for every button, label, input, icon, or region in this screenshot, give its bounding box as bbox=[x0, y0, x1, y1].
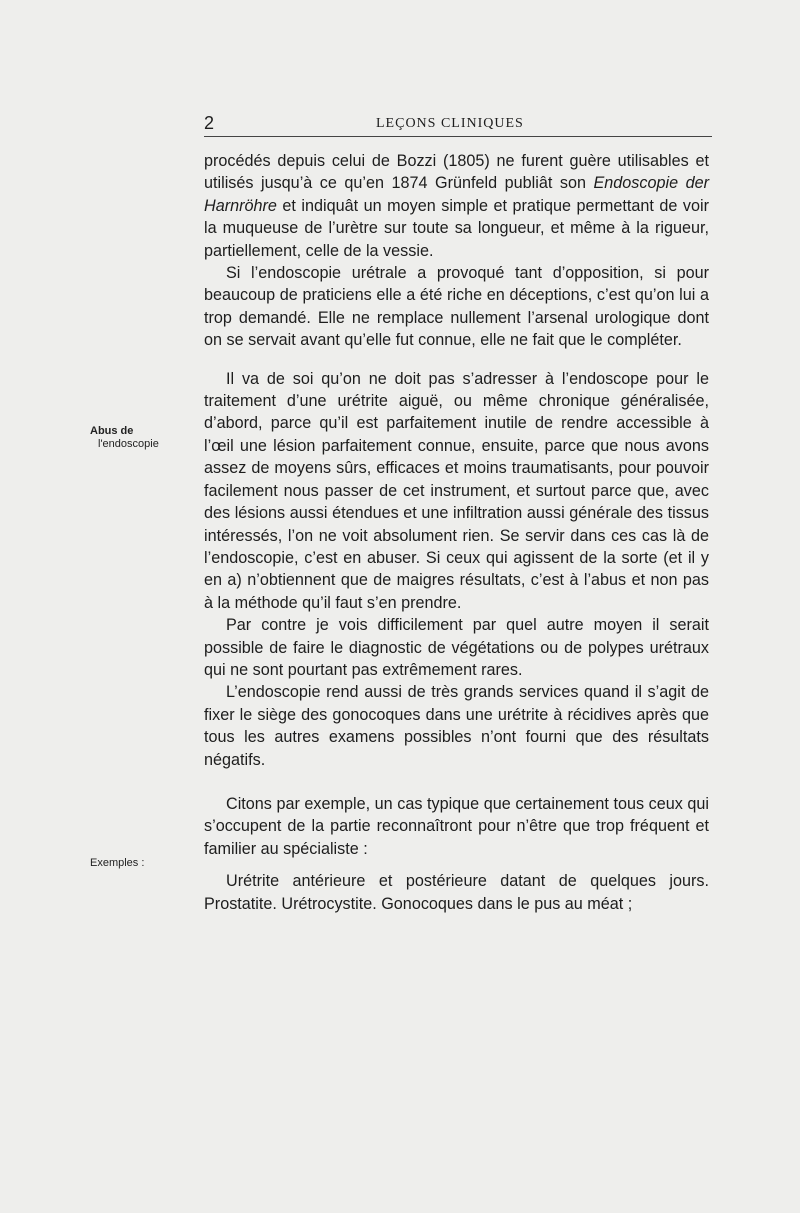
running-title: LEÇONS CLINIQUES bbox=[376, 116, 524, 131]
paragraph-2: Si l’endoscopie urétrale a provoqué tant d’opposition, si pour beaucoup de praticiens elle a été riche en déceptions, c’est qu’on lui a trop demandé. Elle ne remplace nullement l’arsenal urologique dont on se servait avant qu’elle fut connue, elle ne fait que le compléter. bbox=[204, 264, 709, 350]
paragraph-6: Citons par exemple, un cas typique que certainement tous ceux qui s’occupent de la partie reconnaîtront pour n’être que trop fréquent et familier au spécialiste : bbox=[204, 794, 709, 858]
paragraph-7: Urétrite antérieure et postérieure datant de quelques jours. Prostatite. Urétrocystite. Gonocoques dans le pus au méat ; bbox=[204, 872, 709, 913]
margin-note-abus bbox=[90, 425, 185, 451]
paragraph-5: L’endoscopie rend aussi de très grands services quand il s’agit de fixer le siège des gonocoques dans une urétrite à récidives après que tous les autres examens possibles n’ont fourni que des résultats négatifs. bbox=[204, 683, 709, 769]
paragraph-1 bbox=[204, 150, 709, 262]
margin-note-abus-line1: Abus de bbox=[90, 425, 134, 437]
body-text bbox=[204, 150, 709, 915]
book-title-italic: Endoscopie der Harnröhre bbox=[204, 174, 709, 215]
paragraph-1-part-a: procédés depuis celui de Bozzi (1805) ne furent guère utilisables et utilisés jusqu’à ce qu’en 1874 Grünfeld publiât son bbox=[204, 152, 709, 193]
paragraph-1-part-b: et indiquât un moyen simple et pratique permettant de voir la muqueuse de l’urètre sur toute sa longueur, et même à la rigueur, partiellement, celle de la vessie. bbox=[204, 196, 709, 260]
margin-note-abus-line2: l'endoscopie bbox=[98, 438, 159, 450]
paragraph-4: Par contre je vois difficilement par quel autre moyen il serait possible de faire le diagnostic de végétations ou de polypes urétraux qui ne sont pourtant pas extrêmement rares. bbox=[204, 616, 709, 679]
page-number: 2 bbox=[204, 113, 215, 133]
page-header bbox=[204, 112, 712, 137]
margin-note-exemples: Exemples : bbox=[90, 857, 145, 869]
paragraph-3: Il va de soi qu’on ne doit pas s’adresser à l’endoscope pour le traitement d’une urétrite aiguë, ou même chronique généralisée, d’abord, parce qu’il est parfaitement inutile de rendre accessible à l’œil une lésion parfaitement connue, ensuite, parce que nous avons assez de moyens sûrs, efficaces et moins traumatisants, pour pouvoir facilement nous passer de cet instrument, et surtout parce que, avec des lésions aussi étendues et une infiltration aussi générale des tissus intéressés, l’on ne voit absolument rien. Se servir dans ces cas là de l’endoscopie, c’est en abuser. Si ceux qui agissent de la sorte (et il y en a) n’obtiennent que de maigres résultats, c’est à l’abus et non pas à la méthode qu’il faut s’en prendre. bbox=[204, 369, 709, 612]
